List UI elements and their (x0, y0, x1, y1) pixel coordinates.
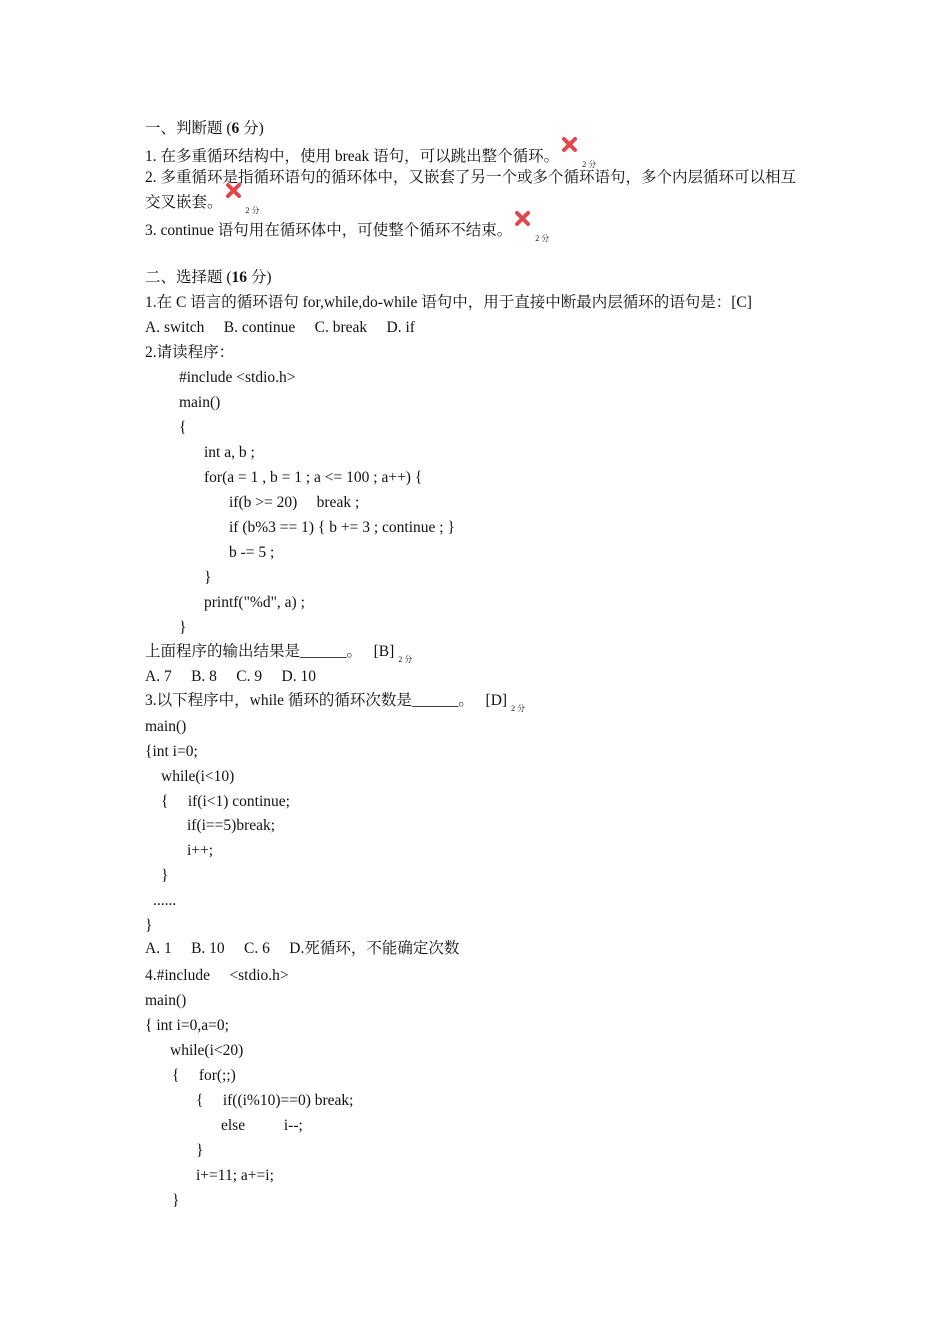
choice-question-1: 1.在 C 语言的循环语句 for,while,do-while 语句中，用于直接中断最内层循环的语句是：[C] (145, 294, 752, 311)
choice-question-3-question: 3.以下程序中，while 循环的循环次数是______。 [D] $_{2 分}$ (145, 692, 526, 713)
code-line: } (196, 1142, 204, 1159)
code-line: { int i=0,a=0; (145, 1017, 229, 1034)
judge-question-2 (145, 166, 810, 217)
code-line: while(i<10) (161, 768, 235, 785)
code-line: { (179, 419, 187, 436)
choice-question-2-title: 2.请读程序： (145, 344, 235, 361)
code-line: b -= 5 ; (229, 544, 275, 561)
code-line: 4.#include <stdio.h> (145, 967, 289, 984)
code-line: } (145, 917, 153, 934)
code-line: main() (179, 394, 221, 411)
code-line: { for(;;) (172, 1067, 236, 1084)
code-line: for(a = 1 , b = 1 ; a <= 100 ; a++) { (204, 469, 423, 486)
code-line: } (179, 619, 187, 636)
section2-heading: 二、选择题 (16 分) (145, 269, 272, 286)
judge-question-1-score: 2 分 (582, 160, 597, 169)
code-line: if(b >= 20) break ; (229, 494, 360, 511)
code-line: ...... (153, 892, 177, 909)
code-line: } (161, 867, 169, 884)
code-line: } (204, 569, 212, 586)
code-line: main() (145, 992, 187, 1009)
code-line: int a, b ; (204, 444, 255, 461)
section1-heading: 一、判断题 (6 分) (145, 120, 264, 137)
code-line: i+=11; a+=i; (196, 1167, 274, 1184)
code-line: while(i<20) (170, 1042, 244, 1059)
code-line: { if((i%10)==0) break; (196, 1092, 354, 1109)
judge-question-1-text: 1. 在多重循环结构中，使用 break 语句，可以跳出整个循环。 (145, 148, 560, 165)
choice-question-2-score: 2 分 (398, 655, 413, 664)
code-line: if (b%3 == 1) { b += 3 ; continue ; } (229, 519, 455, 536)
code-line: main() (145, 718, 187, 735)
code-line: } (172, 1192, 180, 1209)
wrong-x-mark-icon (225, 182, 242, 199)
code-line: i++; (187, 842, 214, 859)
choice-question-1-options: A. switch B. continue C. break D. if (145, 319, 415, 336)
choice-question-3-options: A. 1 B. 10 C. 6 D.死循环，不能确定次数 (145, 940, 460, 957)
code-line: { if(i<1) continue; (161, 793, 290, 810)
code-line: printf("%d", a) ; (204, 594, 305, 611)
judge-question-2-text: 2. 多重循环是指循环语句的循环体中，又嵌套了另一个或多个循环语句，多个内层循环可以相互交叉嵌套。 (145, 169, 797, 211)
judge-question-3-text: 3. continue 语句用在循环体中，可使整个循环不结束。 (145, 222, 513, 239)
choice-question-2-options: A. 7 B. 8 C. 9 D. 10 (145, 668, 316, 685)
code-line: if(i==5)break; (187, 817, 276, 834)
code-line: #include <stdio.h> (179, 369, 296, 386)
choice-question-2-question: 上面程序的输出结果是______。 [B] $_{2 分}$ (145, 643, 413, 664)
code-line: else i--; (221, 1117, 303, 1134)
code-line: {int i=0; (145, 743, 198, 760)
judge-question-3 (145, 218, 549, 243)
choice-question-3-score: 2 分 (511, 704, 526, 713)
judge-question-2-score: 2 分 (245, 206, 260, 215)
judge-question-3-score: 2 分 (535, 234, 550, 243)
wrong-x-mark-icon (561, 136, 578, 153)
wrong-x-mark-icon (514, 210, 531, 227)
